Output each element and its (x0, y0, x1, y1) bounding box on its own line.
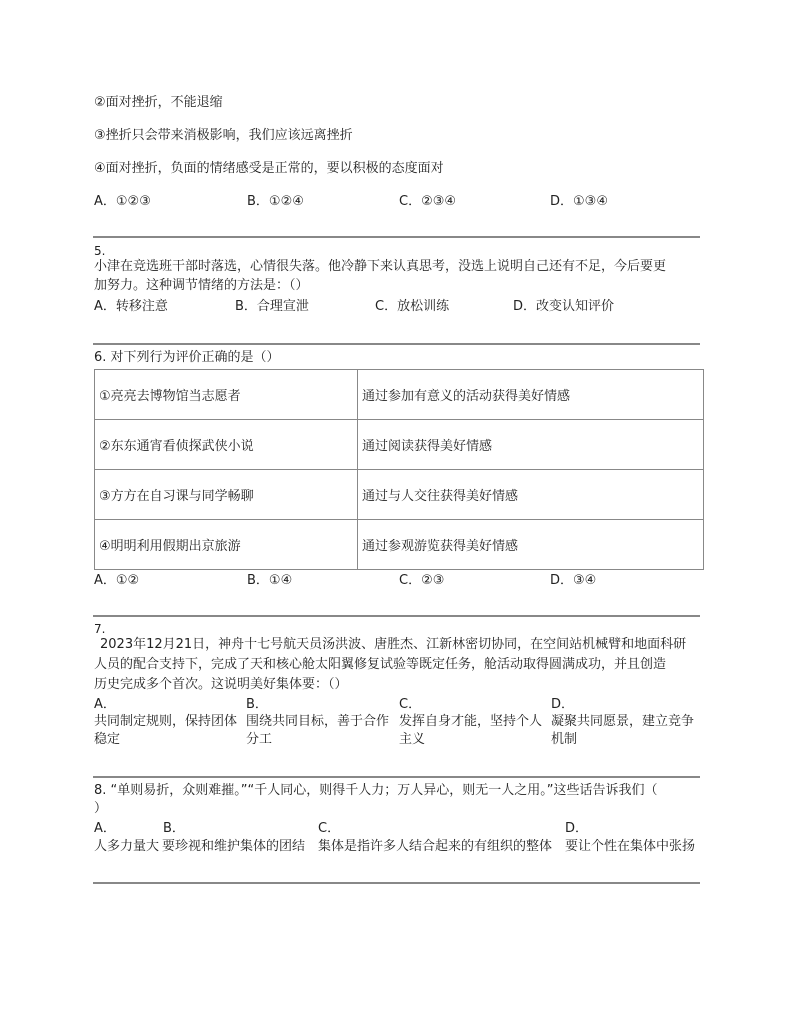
divider (93, 615, 700, 617)
q6-behavior-4: ④明明利用假期出京旅游 (95, 520, 358, 570)
q5-option-d[interactable]: D．改变认知评价 (513, 299, 615, 314)
table-row (95, 520, 704, 570)
q7-option-c-text[interactable]: 发挥自身才能，坚持个人主义 (399, 714, 543, 747)
q6-evaluation-3: 通过与人交往获得美好情感 (358, 470, 704, 520)
q8-option-a-text[interactable]: 人多力量大 (94, 839, 160, 854)
q8-option-d-text[interactable]: 要让个性在集体中张扬 (565, 839, 696, 854)
q8-option-b-letter[interactable]: B． (163, 821, 185, 836)
table-row (95, 370, 704, 420)
q8-option-c-letter[interactable]: C． (318, 821, 341, 836)
q8-option-a-letter[interactable]: A． (94, 821, 116, 836)
q7-option-b-text[interactable]: 围绕共同目标，善于合作分工 (246, 714, 390, 747)
q4-statement-3: ③挫折只会带来消极影响，我们应该远离挫折 (94, 128, 353, 143)
q6-option-c[interactable]: C．②③ (399, 573, 445, 588)
q7-option-d-letter[interactable]: D． (551, 697, 575, 712)
q6-evaluation-1: 通过参加有意义的活动获得美好情感 (358, 370, 704, 420)
q4-option-a[interactable]: A．①②③ (94, 194, 151, 209)
q5-stem-line2: 加努力。这种调节情绪的方法是：（） (94, 278, 309, 293)
q6-evaluation-4: 通过参观游览获得美好情感 (358, 520, 704, 570)
divider (93, 343, 700, 345)
q6-stem: 6. 对下列行为评价正确的是（） (94, 350, 280, 365)
table-row (95, 420, 704, 470)
q7-number: 7. (94, 622, 106, 636)
q6-option-b[interactable]: B．①④ (247, 573, 293, 588)
q6-behavior-2: ②东东通宵看侦探武侠小说 (95, 420, 358, 470)
q7-stem-line1: 2023年12月21日，神舟十七号航天员汤洪波、唐胜杰、江新林密切协同，在空间站机械臂和地面科研 (100, 637, 687, 652)
q4-statement-2: ②面对挫折，不能退缩 (94, 95, 223, 110)
q6-behavior-3: ③方方在自习课与同学畅聊 (95, 470, 358, 520)
q6-evaluation-2: 通过阅读获得美好情感 (358, 420, 704, 470)
table-row (95, 470, 704, 520)
q8-option-d-letter[interactable]: D． (565, 821, 589, 836)
q5-option-c[interactable]: C．放松训练 (375, 299, 450, 314)
q8-option-b-text[interactable]: 要珍视和维护集体的团结 (162, 839, 306, 854)
q5-option-a[interactable]: A．转移注意 (94, 299, 168, 314)
q4-option-b[interactable]: B．①②④ (247, 194, 304, 209)
divider (93, 882, 700, 884)
q8-stem-line1: 8. “单则易折，众则难摧。”“千人同心，则得千人力；万人异心，则无一人之用。”这些话告诉我们（ (94, 783, 658, 798)
q6-option-d[interactable]: D．③④ (550, 573, 597, 588)
q4-option-c[interactable]: C．②③④ (399, 194, 457, 209)
divider (93, 236, 700, 238)
q5-option-b[interactable]: B．合理宣泄 (235, 299, 309, 314)
q7-stem-line3: 历史完成多个首次。这说明美好集体要：（） (94, 677, 348, 692)
q4-option-d[interactable]: D．①③④ (550, 194, 608, 209)
q4-statement-4: ④面对挫折，负面的情绪感受是正常的，要以积极的态度面对 (94, 161, 444, 176)
q7-option-d-text[interactable]: 凝聚共同愿景，建立竞争机制 (551, 714, 695, 747)
q8-stem-line2: ） (94, 801, 108, 816)
q5-number: 5. (94, 244, 106, 258)
q7-stem-line2: 人员的配合支持下，完成了天和核心舱太阳翼修复试验等既定任务，舱活动取得圆满成功，并且创造 (94, 657, 667, 672)
q5-stem-line1: 小津在竞选班干部时落选，心情很失落。他冷静下来认真思考，没选上说明自己还有不足，今后要更 (94, 259, 667, 274)
q7-option-b-letter[interactable]: B． (246, 697, 268, 712)
q6-table (94, 369, 704, 570)
q7-option-a-text[interactable]: 共同制定规则，保持团体稳定 (94, 714, 238, 747)
q7-option-a-letter[interactable]: A． (94, 697, 116, 712)
q6-behavior-1: ①亮亮去博物馆当志愿者 (95, 370, 358, 420)
q8-option-c-text[interactable]: 集体是指许多人结合起来的有组织的整体 (318, 839, 553, 854)
q7-option-c-letter[interactable]: C． (399, 697, 422, 712)
divider (93, 776, 700, 778)
q6-option-a[interactable]: A．①② (94, 573, 140, 588)
